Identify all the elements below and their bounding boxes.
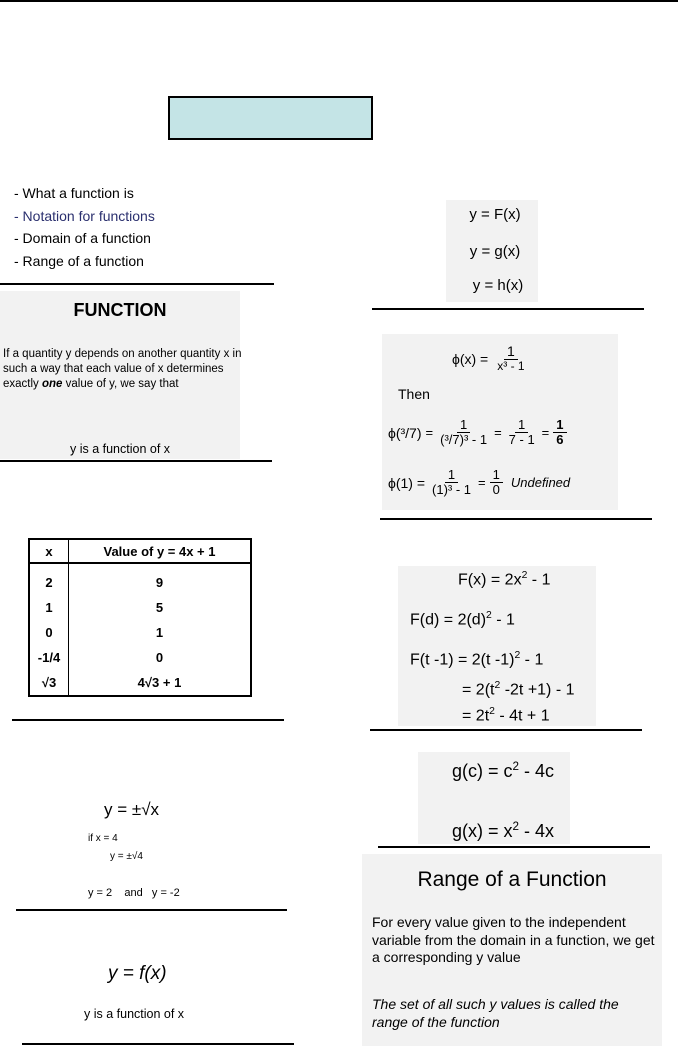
phi-line-2: ϕ(1) = $\frac{1}{\text{(1)³ - 1}}$ = $\frac{1}{0}$ Undefined — [388, 467, 571, 498]
table-row: -1/4 0 — [29, 645, 251, 670]
range-italic: The set of all such y values is called the range of the function — [372, 996, 619, 1030]
divider — [16, 909, 287, 911]
notation-line: y = g(x) — [469, 243, 521, 260]
g-line-2: $g(x) = x^2 - 4x$ — [452, 820, 555, 841]
function-heading: FUNCTION — [73, 300, 167, 320]
topic-item: - Notation for functions — [14, 207, 155, 224]
g-line-1: $g(c) = c^2 - 4c$ — [452, 760, 555, 781]
divider — [372, 308, 644, 310]
topic-item: - Range of a function — [14, 252, 144, 269]
notation-line: y = h(x) — [472, 277, 524, 294]
divider — [380, 518, 652, 520]
divider — [0, 283, 274, 285]
table-row: 2 9 — [29, 563, 251, 595]
F-line-1: $F(d) = 2(d)^2 - 1$ — [410, 610, 515, 629]
divider — [22, 1043, 294, 1045]
sqrt-substituted: y = ±√4 — [110, 851, 143, 862]
table-header: Value of y = 4x + 1 — [69, 539, 252, 563]
F-line-3: = $2(t^2$ -2t +1) - 1 — [462, 680, 575, 699]
table-row: 1 5 — [29, 595, 251, 620]
topics-list — [14, 182, 155, 272]
divider — [0, 460, 272, 462]
fx-equation: y = f(x) — [108, 963, 167, 984]
phi-definition — [452, 344, 528, 374]
fx-caption: y is a function of x — [84, 1007, 185, 1021]
table-row: √3 4√3 + 1 — [29, 670, 251, 696]
table-header: x — [29, 539, 69, 563]
title-box — [168, 96, 373, 140]
value-table — [28, 538, 252, 697]
function-definition: If a quantity y depends on another quantity x in such a way that each value of x determines exactly one value of y, we say that — [3, 348, 242, 390]
topic-item: - Domain of a function — [14, 230, 151, 246]
top-rule — [0, 0, 678, 2]
range-heading: Range of a Function — [417, 868, 607, 891]
phi-then: Then — [398, 386, 430, 402]
range-paragraph: For every value given to the independent variable from the domain in a function, we get a corresponding y value — [372, 914, 655, 965]
F-definition: $F(x) = 2x^2 - 1$ — [458, 570, 551, 589]
phi-fraction: $\frac{1}{\text{x³ - 1}}$ — [497, 343, 525, 374]
sqrt-condition: if x = 4 — [88, 833, 118, 844]
divider — [370, 729, 642, 731]
divider — [12, 719, 284, 721]
F-line-2: F(t -1) = 2(t -1)$^2$ - 1 — [410, 650, 544, 669]
phi-lhs: ϕ(x) = — [452, 350, 489, 367]
sqrt-equation: y = ±√x — [104, 800, 160, 819]
undefined-label: Undefined — [510, 475, 571, 491]
sqrt-result: y = 2 and y = -2 — [88, 887, 180, 899]
phi-line-1: ϕ(³/7) = $\frac{1}{\text{(³/7)³ - 1}}$ = $\frac{1}{7 - 1}$ = $\frac{1}{6}$ — [388, 418, 567, 448]
table-row: 0 1 — [29, 620, 251, 645]
function-footer: y is a function of x — [69, 442, 171, 456]
F-line-4: = $2t^2 - 4t + 1$ — [462, 706, 550, 725]
notation-line: y = F(x) — [469, 206, 521, 223]
topic-item: - What a function is — [14, 185, 134, 201]
F-panel — [398, 566, 596, 726]
divider — [378, 846, 650, 848]
